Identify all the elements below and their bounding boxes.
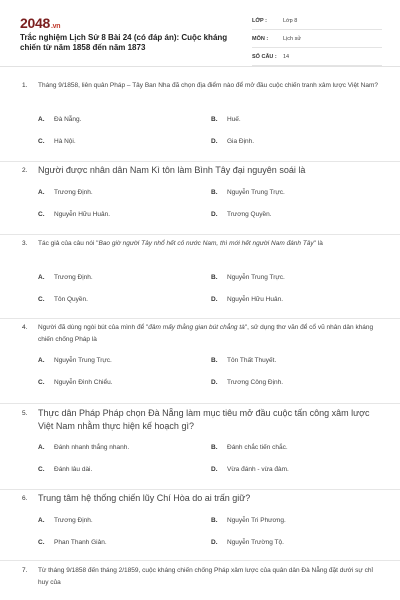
question-5 [0, 403, 400, 490]
option-d[interactable]: D. Gia Định. [211, 138, 255, 145]
question-number: 3. [22, 240, 28, 247]
question-1 [0, 75, 400, 162]
option-a[interactable]: A. Trương Định. [38, 189, 93, 196]
option-d[interactable]: D. Trương Công Định. [211, 379, 284, 386]
question-number: 4. [22, 324, 28, 331]
option-b[interactable]: B. Nguyễn Tri Phương. [211, 517, 286, 524]
option-d[interactable]: D. Nguyễn Trường Tộ. [211, 539, 284, 546]
option-d[interactable]: D. Nguyễn Hữu Huân. [211, 296, 284, 303]
question-text: Thực dân Pháp Pháp chọn Đà Nẵng làm mục tiêu mở đầu cuộc tấn công xâm lược Việt Nam nhằm thực hiện kế hoạch gì? [38, 408, 370, 431]
meta-count-row [252, 48, 382, 66]
page-title: Trắc nghiệm Lịch Sử 8 Bài 24 (có đáp án): Cuộc kháng chiến từ năm 1858 đến năm 1873 [20, 33, 228, 52]
option-c[interactable]: C. Hà Nội. [38, 138, 76, 145]
option-c[interactable]: C. Nguyễn Hữu Huân. [38, 211, 111, 218]
page-header [0, 0, 400, 67]
option-b[interactable]: B. Tôn Thất Thuyết. [211, 357, 277, 364]
quiz-meta [252, 12, 382, 66]
option-c[interactable]: C. Tôn Quyền. [38, 296, 88, 303]
option-a[interactable]: A. Nguyễn Trung Trực. [38, 357, 112, 364]
option-d[interactable]: D. Vừa đánh - vừa đàm. [211, 466, 289, 473]
option-b[interactable]: B. Huế. [211, 116, 241, 123]
meta-subject-label: MÔN : [252, 35, 269, 42]
question-text: Từ tháng 9/1858 đến tháng 2/1859, cuộc kháng chiến chống Pháp xâm lược của quân dân Đà Nẵng đặt dưới sự chỉ huy của [38, 567, 373, 586]
meta-subject-row [252, 30, 382, 48]
meta-class-label: LỚP : [252, 17, 267, 24]
question-number: 1. [22, 82, 28, 89]
question-7 [0, 560, 400, 600]
meta-subject-value: Lịch sử [283, 35, 302, 42]
question-3 [0, 234, 400, 319]
question-4 [0, 318, 400, 404]
option-a[interactable]: A. Trương Định. [38, 274, 93, 281]
question-number: 6. [22, 495, 28, 502]
option-b[interactable]: B. Đánh chắc tiến chắc. [211, 444, 288, 451]
question-text: Người đã dùng ngòi bút của mình để "đâm mấy thằng gian bút chẳng tà", sử dụng thơ văn để cổ vũ nhân dân kháng chiến chống Pháp là [38, 324, 374, 343]
option-d[interactable]: D. Trương Quyền. [211, 211, 272, 218]
question-number: 2. [22, 167, 28, 174]
question-text: Tháng 9/1858, liên quân Pháp – Tây Ban Nha đã chọn địa điểm nào để mở đầu cuộc chiến tranh xâm lược Việt Nam? [38, 82, 379, 89]
question-text: Trung tâm hệ thống chiến lũy Chí Hòa do ai trấn giữ? [38, 493, 251, 503]
site-logo[interactable]: 2048.vn [20, 15, 61, 31]
option-a[interactable]: A. Đà Nẵng. [38, 116, 82, 123]
option-b[interactable]: B. Nguyễn Trung Trực. [211, 274, 285, 281]
option-c[interactable]: C. Phan Thanh Giản. [38, 539, 107, 546]
meta-class-value: Lớp 8 [283, 17, 298, 24]
meta-count-value: 14 [283, 53, 290, 60]
option-c[interactable]: C. Nguyễn Đình Chiểu. [38, 379, 113, 386]
question-number: 7. [22, 567, 28, 574]
option-b[interactable]: B. Nguyễn Trung Trực. [211, 189, 285, 196]
question-text: Tác giả của câu nói "Bao giờ người Tây nhổ hết cỏ nước Nam, thì mới hết người Nam đánh Tây" là [38, 240, 323, 247]
question-number: 5. [22, 410, 28, 417]
option-a[interactable]: A. Trương Định. [38, 517, 93, 524]
option-a[interactable]: A. Đánh nhanh thắng nhanh. [38, 444, 130, 451]
question-6 [0, 489, 400, 561]
question-2 [0, 161, 400, 235]
question-text: Người được nhân dân Nam Kì tôn làm Bình Tây đại nguyên soái là [38, 165, 306, 175]
meta-class-row [252, 12, 382, 30]
option-c[interactable]: C. Đánh lâu dài. [38, 466, 93, 473]
meta-count-label: SỐ CÂU : [252, 53, 277, 60]
